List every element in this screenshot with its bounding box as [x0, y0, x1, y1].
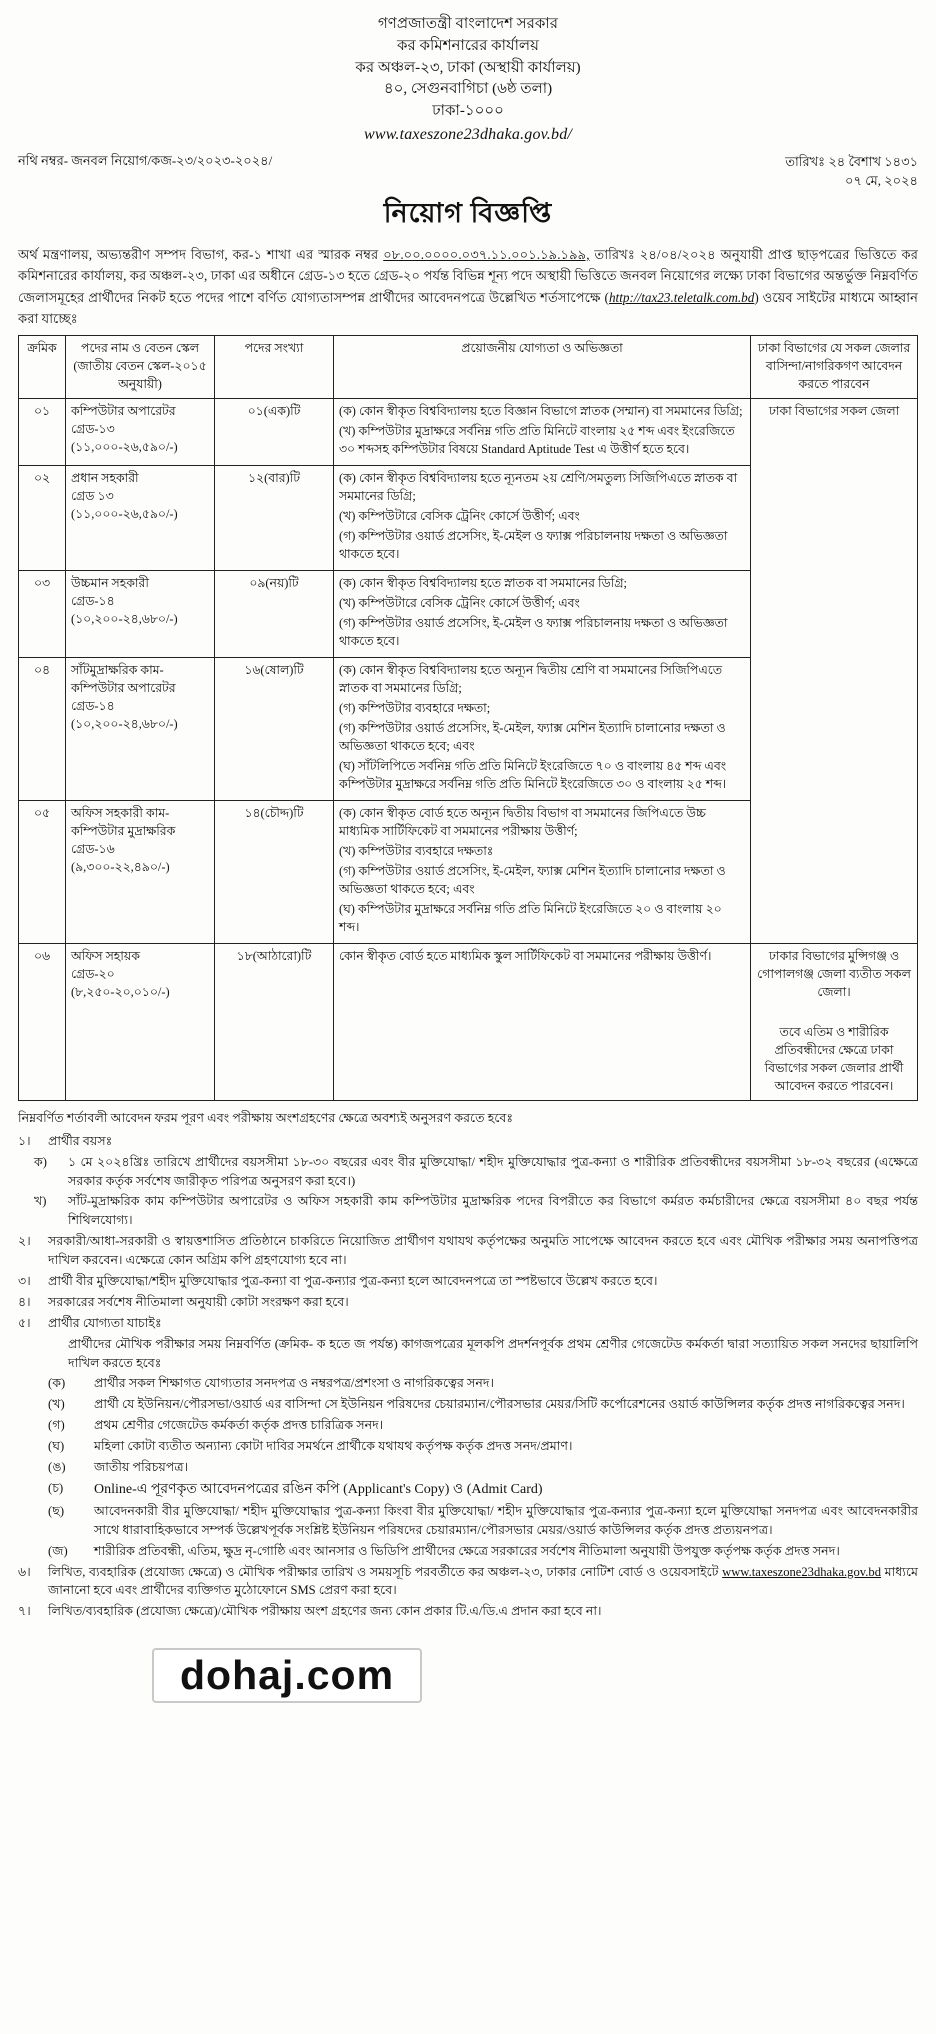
- condition-sub-5c: [18, 1416, 918, 1435]
- condition-sub-5e: [18, 1458, 918, 1477]
- condition-sub-1b: [18, 1192, 918, 1230]
- qual-item: (ঘ) কম্পিউটার মুদ্রাক্ষরে সর্বনিম্ন গতি প্রতি মিনিটে ইংরেজিতে ২০ ও বাংলায় ২০ শব্দ।: [339, 902, 722, 934]
- post-scale: (১১,০০০-২৬,৫৯০/-): [71, 440, 178, 455]
- office-name: কর কমিশনারের কার্যালয়: [397, 37, 539, 54]
- th-district: ঢাকা বিভাগের যে সকল জেলার বাসিন্দা/নাগরিকগণ আবেদন করতে পারবেন: [751, 336, 918, 399]
- post-grade: গ্রেড-১৬: [71, 842, 115, 857]
- memo-number: নথি নম্বর- জনবল নিয়োগ/কজ-২৩/২০২৩-২০২৪/: [18, 152, 273, 168]
- qual-item: (গ) কম্পিউটার ওয়ার্ড প্রসেসিং, ই-মেইল ও ফ্যাক্স পরিচালনায় দক্ষতা ও অভিজ্ঞতা থাকতে হবে।: [339, 616, 728, 649]
- qual-item: (গ) কম্পিউটার ব্যবহারে দক্ষতা;: [339, 701, 491, 716]
- qual-item: (খ) কম্পিউটারে বেসিক ট্রেনিং কোর্সে উত্তীর্ণ; এবং: [339, 596, 580, 611]
- cell-sl: ০৫: [19, 801, 66, 944]
- post-grade: গ্রেড ১৩: [71, 489, 114, 504]
- cell-qualification: [334, 801, 751, 944]
- qual-item: (গ) কম্পিউটার ওয়ার্ড প্রসেসিং, ই-মেইল, ফ্যাক্স মেশিন ইত্যাদি চালানাের দক্ষতা ও অভিজ্ঞতা থাকতে হবে; এবং: [339, 864, 726, 897]
- condition-item-6: [18, 1563, 918, 1601]
- qual-item: কোন স্বীকৃত বোর্ড হতে মাধ্যমিক স্কুল সার্টিফিকেট বা সমমানের পরীক্ষায় উত্তীর্ণ।: [339, 948, 712, 963]
- conditions-lead: নিম্নবর্ণিত শর্তাবলী আবেদন ফরম পূরণ এবং পরীক্ষায় অংশগ্রহণের ক্ষেত্রে অবশ্যই অনুসরণ করতে হবেঃ: [18, 1110, 514, 1125]
- sub-text: আবেদনকারী বীর মুক্তিযোদ্ধা/ শহীদ মুক্তিযোদ্ধার পুত্র-কন্যা কিংবা বীর মুক্তিযোদ্ধা/ শহীদ মুক্তিযোদ্ধার পুত্র-কন্যার পুত্র-কন্যা হলে মুক্তিযোদ্ধা সনদপত্র এবং আবেদনকারীর সাথে ধারাবাহিকভাবে সম্পর্ক উল্লেখপূর্বক সংশ্লিষ্ট ইউনিয়ন পরিষদের চেয়ারম্যান/পৌরসভার মেয়র/ওয়ার্ড কাউন্সিলর কর্তৃক প্রদত্ত প্রত্যয়নপত্র।: [94, 1503, 918, 1537]
- post-grade: গ্রেড-১৪: [71, 699, 115, 714]
- intro-text-b: তারিখঃ ২৪/০৪/২০২৪ অনুযায়ী প্রাপ্ত ছাড়পত্রের ভিত্তিতে কর কমিশনারের কার্যালয়, কর অঞ্চল-২৩, ঢাকা এর অধীনে গ্রেড-১৩ হতে গ্রেড-২০ পর্যন্ত বিভিন্ন শূন্য পদে অস্থায়ী ভিত্তিতে জনবল নিয়োগের লক্ষ্যে ঢাকা বিভাগের অন্তর্ভুক্ত নিম্নবর্ণিত জেলাসমূহের প্রার্থীদের নিকট হতে পদের পাশে বর্ণিত যোগ্যতাসম্পন্ন প্রার্থীদের আবেদনপত্রে উল্লেখিত শর্তসাপেক্ষে (: [18, 246, 918, 305]
- cell-sl: ০৬: [19, 943, 66, 1100]
- th-number: পদের সংখ্যা: [215, 336, 334, 399]
- sub-number: [18, 1335, 68, 1373]
- qual-item: (গ) কম্পিউটার ওয়ার্ড প্রসেসিং, ই-মেইল ও ফ্যাক্স পরিচালনায় দক্ষতা ও অভিজ্ঞতা থাকতে হবে।: [339, 529, 728, 562]
- qual-item: (ক) কোন স্বীকৃত বিশ্ববিদ্যালয় হতে অন্যূন দ্বিতীয় শ্রেণি বা সমমানের সিজিপিএতে স্নাতক বা সমমানের ডিগ্রি;: [339, 663, 723, 696]
- condition-number: ৪।: [18, 1294, 31, 1309]
- condition-number: ২।: [18, 1234, 31, 1249]
- condition-sub-5b: [18, 1395, 918, 1414]
- qual-item: (খ) কম্পিউটার ব্যবহারে দক্ষতাঃ: [339, 844, 494, 859]
- condition-number: ৭।: [18, 1604, 31, 1619]
- th-qualification: প্রয়োজনীয় যোগ্যতা ও অভিজ্ঞতা: [334, 336, 751, 399]
- cell-number: ১৮(আঠারো)টি: [215, 943, 334, 1100]
- qual-item: (খ) কম্পিউটার মুদ্রাক্ষরে সর্বনিম্ন গতি প্রতি মিনিটে বাংলায় ২৫ শব্দ এবং ইংরেজিতে ৩০ শব্দসহ কম্পিউটার বিষয়ে Standard Aptitude Test এ উত্তীর্ণ হতে হবে।: [339, 424, 735, 457]
- sub-text: সাঁট-মুদ্রাক্ষরিক কাম কম্পিউটার অপারেটর ও অফিস সহকারী কাম কম্পিউটার মুদ্রাক্ষরিক পদের বিপরীতে কর বিভাগে কর্মরত কর্মচারীদের ক্ষেত্রে বয়সসীমা ৪০ বছর পর্যন্ত শিথিলযোগ্য।: [68, 1194, 918, 1228]
- office-zone: কর অঞ্চল-২৩, ঢাকা (অস্থায়ী কার্যালয়): [355, 59, 581, 76]
- date-line: [785, 152, 918, 172]
- cell-qualification: [334, 399, 751, 466]
- page-title: নিয়োগ বিজ্ঞপ্তি: [383, 197, 553, 228]
- post-name: অফিস সহকারী কাম-কম্পিউটার মুদ্রাক্ষরিক: [71, 806, 176, 839]
- post-scale: (১০,২০০-২৪,৬৮০/-): [71, 717, 178, 732]
- sub-number: ক): [34, 1154, 48, 1169]
- condition-sub-1a: [18, 1153, 918, 1191]
- condition-sub-5d: [18, 1437, 918, 1456]
- conditions-section: [18, 1109, 918, 1621]
- condition-number: ১।: [18, 1133, 31, 1148]
- sub-number: (চ): [48, 1480, 64, 1495]
- office-address: ৪০, সেগুনবাগিচা (৬ষ্ঠ তলা): [383, 81, 553, 98]
- sub-number: (ক): [48, 1376, 66, 1391]
- cell-post: [66, 658, 215, 801]
- condition-text: সরকারের সর্বশেষ নীতিমালা অনুযায়ী কোটা সংরক্ষণ করা হবে।: [48, 1294, 349, 1309]
- post-scale: (৯,৩০০-২২,৪৯০/-): [71, 860, 170, 875]
- cell-post: [66, 466, 215, 571]
- condition-sub-5h: [18, 1542, 918, 1561]
- qual-item: (ঘ) সাঁটলিপিতে সর্বনিম্ন গতি প্রতি মিনিটে ইংরেজিতে ৭০ ও বাংলায় ৪৫ শব্দ এবং কম্পিউটার মুদ্রাক্ষরে সর্বনিম্ন গতি প্রতি মিনিটে ইংরেজিতে ৩০ ও বাংলায় ২৫ শব্দ।: [339, 759, 727, 792]
- post-name: অফিস সহায়ক: [71, 948, 140, 963]
- apply-link[interactable]: http://tax23.teletalk.com.bd: [608, 289, 755, 305]
- sub-text: জাতীয় পরিচয়পত্র।: [94, 1460, 189, 1475]
- post-grade: গ্রেড-১৩: [71, 422, 115, 437]
- sub-text: প্রার্থীর সকল শিক্ষাগত যোগ্যতার সনদপত্র ও নম্বরপত্র/প্রশংসা ও নাগরিকত্বের সনদ।: [94, 1376, 495, 1391]
- cell-qualification: [334, 943, 751, 1100]
- post-scale: (৮,২৫০-২০,০১০/-): [71, 984, 170, 999]
- table-header-row: [19, 336, 918, 399]
- th-sl: ক্রমিক: [19, 336, 66, 399]
- memo-row: [18, 152, 918, 191]
- condition-6-text-a: লিখিত, ব্যবহারিক (প্রযোজ্য ক্ষেত্রে) ও মৌখিক পরীক্ষার তারিখ ও সময়সূচি পরবর্তীতে কর অঞ্চল-২৩, ঢাকার নোটিশ বোর্ড ও ওয়েবসাইটে: [48, 1564, 723, 1579]
- office-city: ঢাকা-১০০০: [432, 103, 504, 119]
- sub-number: (খ): [48, 1397, 65, 1412]
- govt-name: গণপ্রজাতন্ত্রী বাংলাদেশ সরকার: [377, 16, 559, 32]
- intro-text-c: ) ওয়েব সাইটের মাধ্যমে আহ্বান করা যাচ্ছেঃ: [18, 289, 918, 327]
- condition-text: [48, 1563, 918, 1601]
- condition-item-5: [18, 1314, 918, 1333]
- cell-district-last: [751, 943, 918, 1100]
- condition-item-4: [18, 1293, 918, 1312]
- table-row: [19, 399, 918, 466]
- cell-sl: ০৩: [19, 571, 66, 658]
- condition-text: সরকারী/আধা-সরকারী ও স্বায়ত্তশাসিত প্রতিষ্ঠানে চাকরিতে নিয়োজিত প্রার্থীগণ যথাযথ কর্তৃপক্ষের অনুমতি সাপেক্ষে আবেদন করতে হবে এবং মৌখিক পরীক্ষার সময় অনাপত্তিপত্র দাখিল করবেন। এক্ষেত্রে কোন অগ্রিম কপি গ্রহণযোগ্য হবে না।: [48, 1234, 918, 1268]
- sub-number: খ): [34, 1194, 47, 1209]
- cell-number: ১৪(চৌদ্দ)টি: [215, 801, 334, 944]
- condition-number: ৫।: [18, 1315, 31, 1330]
- post-grade: গ্রেড-১৪: [71, 594, 115, 609]
- cell-post: [66, 571, 215, 658]
- posts-table: [18, 335, 918, 1100]
- condition-text: প্রার্থী বীর মুক্তিযোদ্ধা/শহীদ মুক্তিযোদ্ধার পুত্র-কন্যা বা পুত্র-কন্যার পুত্র-কন্যা হলে আবেদনপত্রে তা স্পষ্টভাবে উল্লেখ করতে হবে।: [48, 1274, 658, 1288]
- sub-text: প্রার্থী যে ইউনিয়ন/পৌরসভা/ওয়ার্ড এর বাসিন্দা সে ইউনিয়ন পরিষদের চেয়ারম্যান/পৌরসভার মেয়র/সিটি কর্পোরেশনের ওয়ার্ড কাউন্সিলর কর্তৃক প্রদত্ত নাগরিকত্বের সনদ।: [94, 1397, 905, 1412]
- qual-item: (ক) কোন স্বীকৃত বিশ্ববিদ্যালয় হতে স্নাতক বা সমমানের ডিগ্রি;: [339, 576, 627, 591]
- intro-text-a: অর্থ মন্ত্রণালয়, অভ্যন্তরীণ সম্পদ বিভাগ, কর-১ শাখা এর স্মারক নম্বর: [18, 246, 384, 262]
- cell-number: ১৬(ষোল)টি: [215, 658, 334, 801]
- cell-post: [66, 943, 215, 1100]
- qual-item: (গ) কম্পিউটার ওয়ার্ড প্রসেসিং, ই-মেইল, ফ্যাক্স মেশিন ইত্যাদি চালানাের দক্ষতা ও অভিজ্ঞতা থাকতে হবে; এবং: [339, 721, 726, 754]
- cell-number: ০৯(নয়)টি: [215, 571, 334, 658]
- condition-number: ৬।: [18, 1564, 31, 1579]
- district-last-text: ঢাকার বিভাগের মুন্সিগঞ্জ ও গোপালগঞ্জ জেলা ব্যতীত সকল জেলা।: [757, 948, 911, 999]
- condition-item-3: [18, 1272, 918, 1291]
- memo-date: [785, 152, 918, 191]
- sub-number: (ঘ): [48, 1439, 65, 1454]
- post-name: সাঁটমুদ্রাক্ষরিক কাম-কম্পিউটার অপারেটর: [71, 663, 176, 696]
- sub-text: ১ মে ২০২৪খ্রিঃ তারিখে প্রার্থীদের বয়সসীমা ১৮-৩০ বছরের এবং বীর মুক্তিযোদ্ধা/ শহীদ মুক্তিযোদ্ধার পুত্র-কন্যা ও শারীরিক প্রতিবন্ধীদের বয়সসীমা ১৮-৩২ বছরের (এক্ষেত্রে সরকার কর্তৃক সর্বশেষ জারীকৃত পরিপত্র অনুসরণ করা হবে।): [68, 1154, 918, 1188]
- cell-number: ১২(বার)টি: [215, 466, 334, 571]
- condition-item-2: [18, 1232, 918, 1270]
- cell-number: ০১(এক)টি: [215, 399, 334, 466]
- post-scale: (১০,২০০-২৪,৬৮০/-): [71, 612, 178, 627]
- qual-item: (ক) কোন স্বীকৃত বোর্ড হতে অন্যূন দ্বিতীয় বিভাগ বা সমমানের জিপিএতে উচ্চ মাধ্যমিক সার্টিফিকেট বা সমমানের পরীক্ষায় উত্তীর্ণ;: [339, 806, 706, 839]
- condition-text: প্রার্থীর যোগ্যতা যাচাইঃ: [48, 1315, 162, 1330]
- district-last-note: তবে এতিম ও শারীরিক প্রতিবন্ধীদের ক্ষেত্রে ঢাকা বিভাগের সকল জেলার প্রার্থী আবেদন করতে পারবেন।: [764, 1024, 904, 1093]
- post-scale: (১১,০০০-২৬,৫৯০/-): [71, 507, 178, 522]
- letterhead: [18, 14, 918, 146]
- condition-item-7: [18, 1602, 918, 1621]
- condition-sub-5g: [18, 1502, 918, 1540]
- sub-number: (ছ): [48, 1503, 65, 1518]
- condition-sub-5f: [18, 1479, 918, 1500]
- cell-qualification: [334, 466, 751, 571]
- website-link[interactable]: www.taxeszone23dhaka.gov.bd: [722, 1564, 882, 1579]
- post-grade: গ্রেড-২০: [71, 966, 115, 981]
- cell-sl: ০১: [19, 399, 66, 466]
- sub-text: প্রথম শ্রেণীর গেজেটেড কর্মকর্তা কর্তৃক প্রদত্ত চারিত্রিক সনদ।: [94, 1418, 384, 1433]
- table-row: [19, 943, 918, 1100]
- condition-text: প্রার্থীর বয়সঃ: [48, 1133, 113, 1148]
- date-label: তারিখঃ: [785, 153, 826, 169]
- condition-text: লিখিত/ব্যবহারিক (প্রযোজ্য ক্ষেত্রে)/মৌখিক পরীক্ষায় অংশ গ্রহণের জন্য কোন প্রকার টি.এ/ডি.এ প্রদান করা হবে না।: [48, 1604, 602, 1619]
- date-bengali: ২৪ বৈশাখ ১৪৩১: [828, 153, 918, 169]
- sub-text: মহিলা কোটা ব্যতীত অন্যান্য কোটা দাবির সমর্থনে প্রার্থীকে যথাযথ কর্তৃপক্ষ কর্তৃক প্রদত্ত সনদ/প্রমাণ।: [94, 1439, 573, 1454]
- post-name: কম্পিউটার অপারেটর: [71, 404, 176, 419]
- condition-number: ৩।: [18, 1274, 31, 1288]
- post-name: উচ্চমান সহকারী: [71, 576, 149, 591]
- post-name: প্রধান সহকারী: [71, 471, 139, 486]
- cell-district-all: ঢাকা বিভাগের সকল জেলা: [751, 399, 918, 944]
- sub-text: Online-এ পূরণকৃত আবেদনপত্রের রঙিন কপি (Applicant's Copy) ও (Admit Card): [94, 1481, 543, 1497]
- office-website[interactable]: www.taxeszone23dhaka.gov.bd/: [363, 125, 573, 143]
- sub-text: শারীরিক প্রতিবন্ধী, এতিম, ক্ষুদ্র নৃ-গোষ্ঠি এবং আনসার ও ভিডিপি প্রার্থীদের ক্ষেত্রে সরকারের সর্বশেষ নীতিমালা অনুযায়ী উপযুক্ত কর্তৃপক্ষ কর্তৃক প্রদত্ত সনদ।: [94, 1543, 840, 1558]
- condition-6-text-b: মাধ্যমে জানানো হবে এবং প্রার্থীদের ব্যক্তিগত মুঠোফোনে SMS প্রেরণ করা হবে।: [48, 1564, 918, 1598]
- qual-item: (ক) কোন স্বীকৃত বিশ্ববিদ্যালয় হতে বিজ্ঞান বিভাগে স্নাতক (সম্মান) বা সমমানের ডিগ্রি;: [339, 404, 743, 419]
- condition-sub-5a: [18, 1374, 918, 1393]
- sub-number: (ঙ): [48, 1460, 66, 1475]
- cell-sl: ০২: [19, 466, 66, 571]
- cell-qualification: [334, 658, 751, 801]
- intro-memo-number: ০৮.০০.০০০০.০৩৭.১১.০০১.১৯.১৯৯,: [383, 246, 590, 262]
- cell-post: [66, 801, 215, 944]
- date-english: ০৭ মে, ২০২৪: [845, 173, 918, 189]
- sub-number: (জ): [48, 1543, 68, 1558]
- sub-number: (গ): [48, 1418, 65, 1433]
- watermark: dohaj.com: [152, 1648, 422, 1703]
- sub-text: প্রার্থীদের মৌখিক পরীক্ষার সময় নিম্নবর্ণিত (ক্রমিক- ক হতে জ পর্যন্ত) কাগজপত্রের মূলকপি প্রদর্শনপূর্বক প্রথম শ্রেণীর গেজেটেড কর্মকর্তা দ্বারা সত্যায়িত সকল সনদের ছায়ালিপি দাখিল করতে হবেঃ: [68, 1336, 918, 1370]
- qual-item: (খ) কম্পিউটারে বেসিক ট্রেনিং কোর্সে উত্তীর্ণ; এবং: [339, 509, 580, 524]
- th-post: পদের নাম ও বেতন স্কেল (জাতীয় বেতন স্কেল-২০১৫ অনুযায়ী): [66, 336, 215, 399]
- cell-post: [66, 399, 215, 466]
- qual-item: (ক) কোন স্বীকৃত বিশ্ববিদ্যালয় হতে ন্যূনতম ২য় শ্রেণি/সমতুল্য সিজিপিএতে স্নাতক বা সমমানের ডিগ্রি;: [339, 471, 738, 504]
- condition-5-note: [18, 1335, 918, 1373]
- intro-paragraph: [18, 244, 918, 330]
- cell-sl: ০৪: [19, 658, 66, 801]
- condition-item-1: [18, 1132, 918, 1151]
- cell-qualification: [334, 571, 751, 658]
